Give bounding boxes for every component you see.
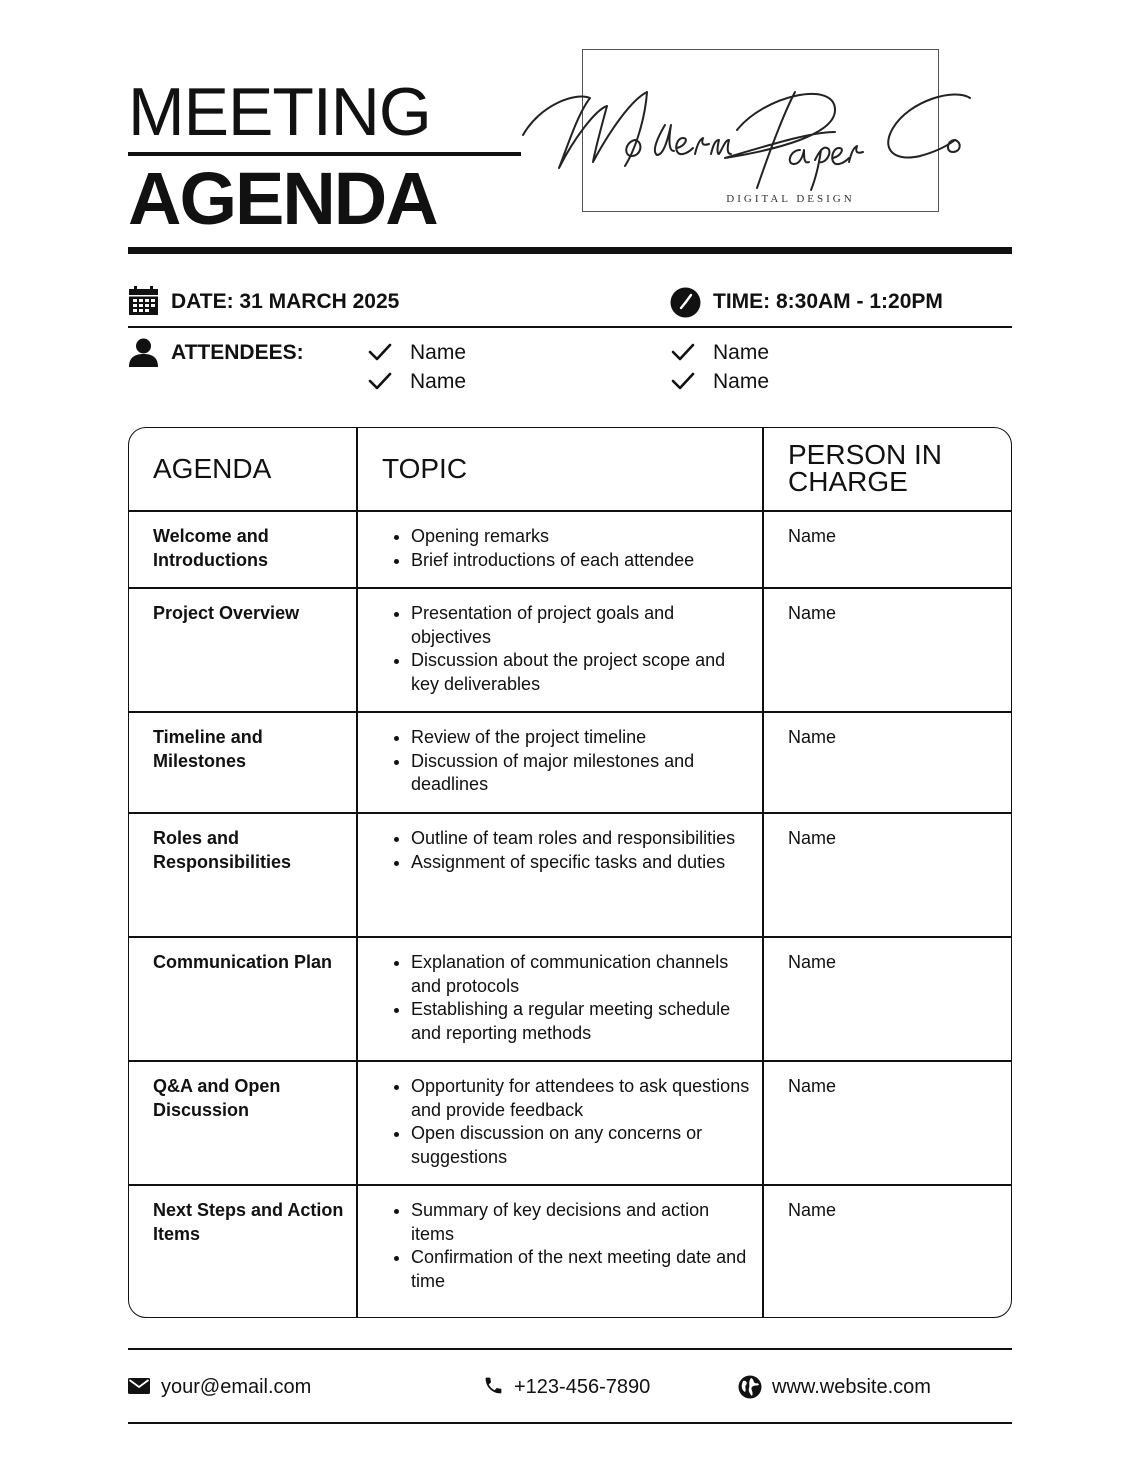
user-icon <box>128 338 159 367</box>
agenda-item: Next Steps and Action Items <box>153 1200 344 1244</box>
header-row-divider <box>129 510 1011 512</box>
title-agenda: AGENDA <box>128 157 437 240</box>
footer-website[interactable]: www.website.com <box>772 1376 931 1398</box>
time-label: TIME: 8:30AM - 1:20PM <box>713 290 943 313</box>
topic-item: • Discussion about the project scope and key deliverables <box>411 649 752 696</box>
clock-icon <box>670 287 701 318</box>
topic-item: • Discussion of major milestones and deadlines <box>411 750 752 797</box>
column-header-agenda: AGENDA <box>153 453 272 484</box>
topic-item: • Assignment of specific tasks and duties <box>411 851 752 875</box>
topic-item: • Review of the project timeline <box>411 726 752 750</box>
footer-phone[interactable]: +123-456-7890 <box>514 1376 651 1398</box>
title-meeting: MEETING <box>128 74 431 150</box>
topic-item: • Summary of key decisions and action items <box>411 1199 752 1246</box>
agenda-item: Communication Plan <box>153 952 333 972</box>
agenda-table <box>128 427 1012 1318</box>
person-in-charge: Name <box>788 828 837 848</box>
agenda-item: Timeline and Milestones <box>153 727 263 771</box>
person-in-charge: Name <box>788 526 837 546</box>
row-divider <box>129 587 1011 589</box>
agenda-item: Roles and Responsibilities <box>153 828 292 872</box>
calendar-icon <box>128 286 159 316</box>
topic-list <box>382 827 752 874</box>
check-icon <box>671 343 695 361</box>
person-in-charge: Name <box>788 1200 837 1220</box>
attendee-name: Name <box>713 370 770 393</box>
topic-item: • Opportunity for attendees to ask questions and provide feedback <box>411 1075 752 1122</box>
footer-email[interactable]: your@email.com <box>161 1376 312 1398</box>
row-divider <box>129 1184 1011 1186</box>
topic-item: • Establishing a regular meeting schedule and reporting methods <box>411 998 752 1045</box>
attendees-label: ATTENDEES: <box>171 341 304 364</box>
footer-divider-bottom <box>128 1422 1012 1424</box>
info-divider <box>128 326 1012 328</box>
row-divider <box>129 936 1011 938</box>
globe-icon <box>738 1375 762 1399</box>
topic-item: • Brief introductions of each attendee <box>411 549 752 573</box>
email-icon <box>128 1378 150 1394</box>
topic-item: • Open discussion on any concerns or suggestions <box>411 1122 752 1169</box>
title-divider <box>128 152 521 156</box>
row-divider <box>129 711 1011 713</box>
logo-subtitle: DIGITAL DESIGN <box>726 193 855 205</box>
agenda-item: Project Overview <box>153 603 300 623</box>
agenda-item: Q&A and Open Discussion <box>153 1076 281 1120</box>
topic-list <box>382 1075 752 1170</box>
agenda-item: Welcome and Introductions <box>153 526 269 570</box>
topic-list <box>382 602 752 697</box>
attendee-name: Name <box>410 370 467 393</box>
person-in-charge: Name <box>788 1076 837 1096</box>
topic-list <box>382 525 752 572</box>
check-icon <box>368 343 392 361</box>
topic-item: • Outline of team roles and responsibilities <box>411 827 752 851</box>
header-divider <box>128 247 1012 254</box>
column-header-topic: TOPIC <box>382 453 468 484</box>
logo-script <box>515 70 990 195</box>
attendee-name: Name <box>713 341 770 364</box>
topic-item: • Opening remarks <box>411 525 752 549</box>
topic-list <box>382 1199 752 1294</box>
person-in-charge: Name <box>788 952 837 972</box>
topic-item: • Presentation of project goals and objectives <box>411 602 752 649</box>
person-in-charge: Name <box>788 603 837 623</box>
check-icon <box>368 372 392 390</box>
phone-icon <box>483 1375 504 1396</box>
attendee-name: Name <box>410 341 467 364</box>
column-header-person: PERSON IN CHARGE <box>788 439 943 497</box>
topic-list <box>382 726 752 797</box>
row-divider <box>129 1060 1011 1062</box>
row-divider <box>129 812 1011 814</box>
footer-divider-top <box>128 1348 1012 1350</box>
topic-item: • Explanation of communication channels and protocols <box>411 951 752 998</box>
date-label: DATE: 31 MARCH 2025 <box>171 290 400 313</box>
person-in-charge: Name <box>788 727 837 747</box>
topic-item: • Confirmation of the next meeting date and time <box>411 1246 752 1293</box>
check-icon <box>671 372 695 390</box>
topic-list <box>382 951 752 1046</box>
